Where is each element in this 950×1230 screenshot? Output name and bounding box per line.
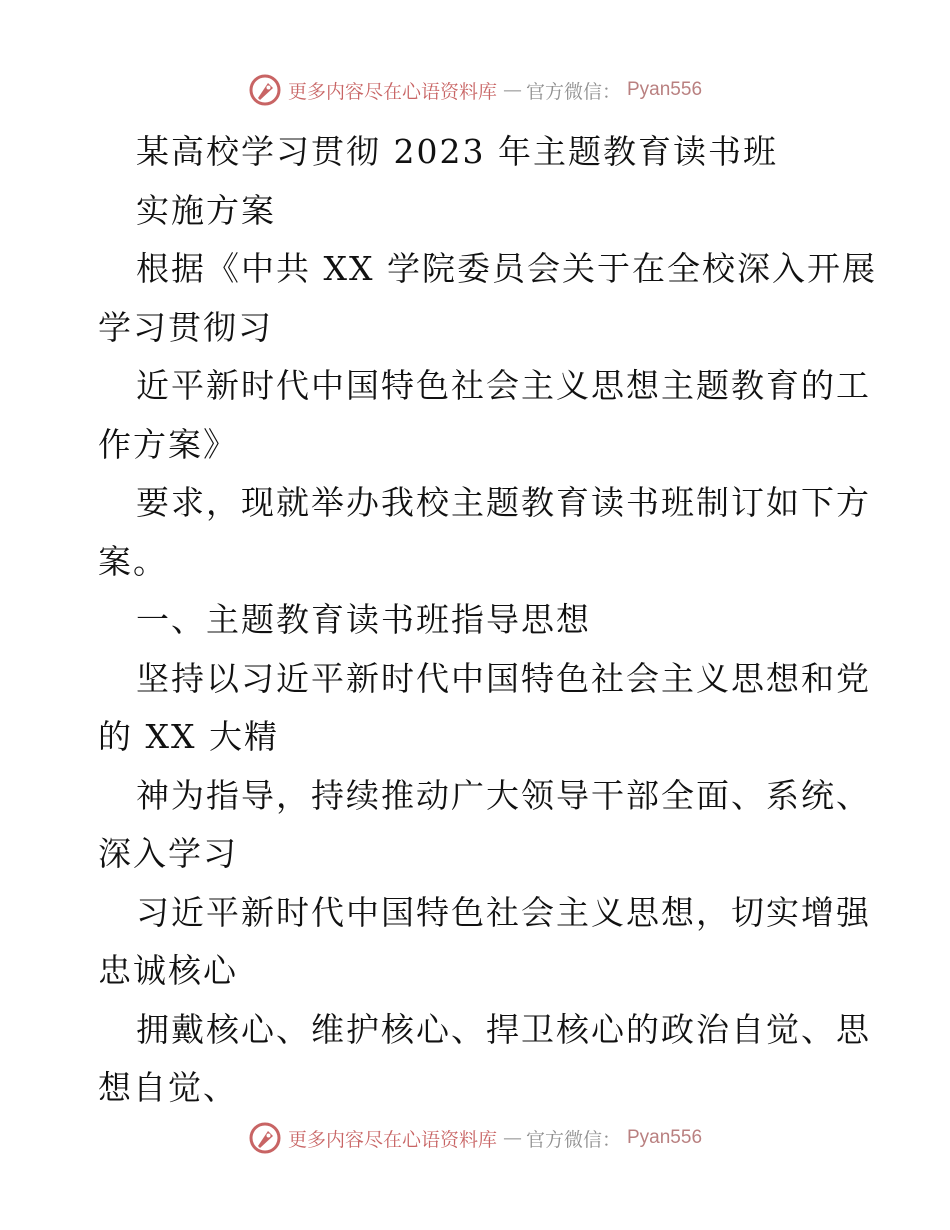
text-line: 根据《中共 XX 学院委员会关于在全校深入开展	[136, 249, 877, 288]
text-line: 学习贯彻习	[98, 307, 273, 347]
text-line: 深入学习	[98, 834, 238, 873]
watermark-official-label: 官方微信：	[525, 80, 621, 103]
watermark-banner-top	[0, 70, 950, 110]
text-line: 的 XX 大精	[98, 717, 279, 756]
watermark-separator: —	[502, 1127, 520, 1149]
text-line: 某高校学习贯彻 2023 年主题教育读书班	[136, 132, 778, 171]
text-line: 忠诚核心	[98, 951, 238, 990]
text-line: 作方案》	[98, 424, 238, 464]
text-line: 要求，现就举办我校主题教育读书班制订如下方	[136, 483, 871, 522]
watermark-separator: —	[502, 79, 520, 101]
text-line: 习近平新时代中国特色社会主义思想，切实增强	[136, 892, 871, 932]
watermark-text: 更多内容尽在心语资料库	[287, 1128, 497, 1151]
text-line: 实施方案	[136, 190, 276, 230]
watermark-banner-bottom	[0, 1118, 950, 1158]
pen-nib-circle-icon	[248, 1121, 282, 1155]
watermark-wechat-id: Pyan556	[627, 79, 703, 100]
text-line: 拥戴核心、维护核心、捍卫核心的政治自觉、思	[136, 1009, 871, 1049]
text-line: 案。	[98, 541, 168, 581]
text-line: 一、主题教育读书班指导思想	[136, 600, 591, 639]
pen-nib-circle-icon	[248, 73, 282, 107]
watermark-official-label: 官方微信：	[525, 1128, 621, 1151]
text-line: 神为指导，持续推动广大领导干部全面、系统、	[136, 775, 871, 815]
text-line: 坚持以习近平新时代中国特色社会主义思想和党	[136, 658, 871, 698]
text-line: 想自觉、	[98, 1068, 238, 1107]
watermark-text: 更多内容尽在心语资料库	[287, 80, 497, 103]
text-line: 近平新时代中国特色社会主义思想主题教育的工	[136, 366, 871, 405]
watermark-wechat-id: Pyan556	[627, 1127, 703, 1148]
document-body	[98, 123, 877, 1118]
